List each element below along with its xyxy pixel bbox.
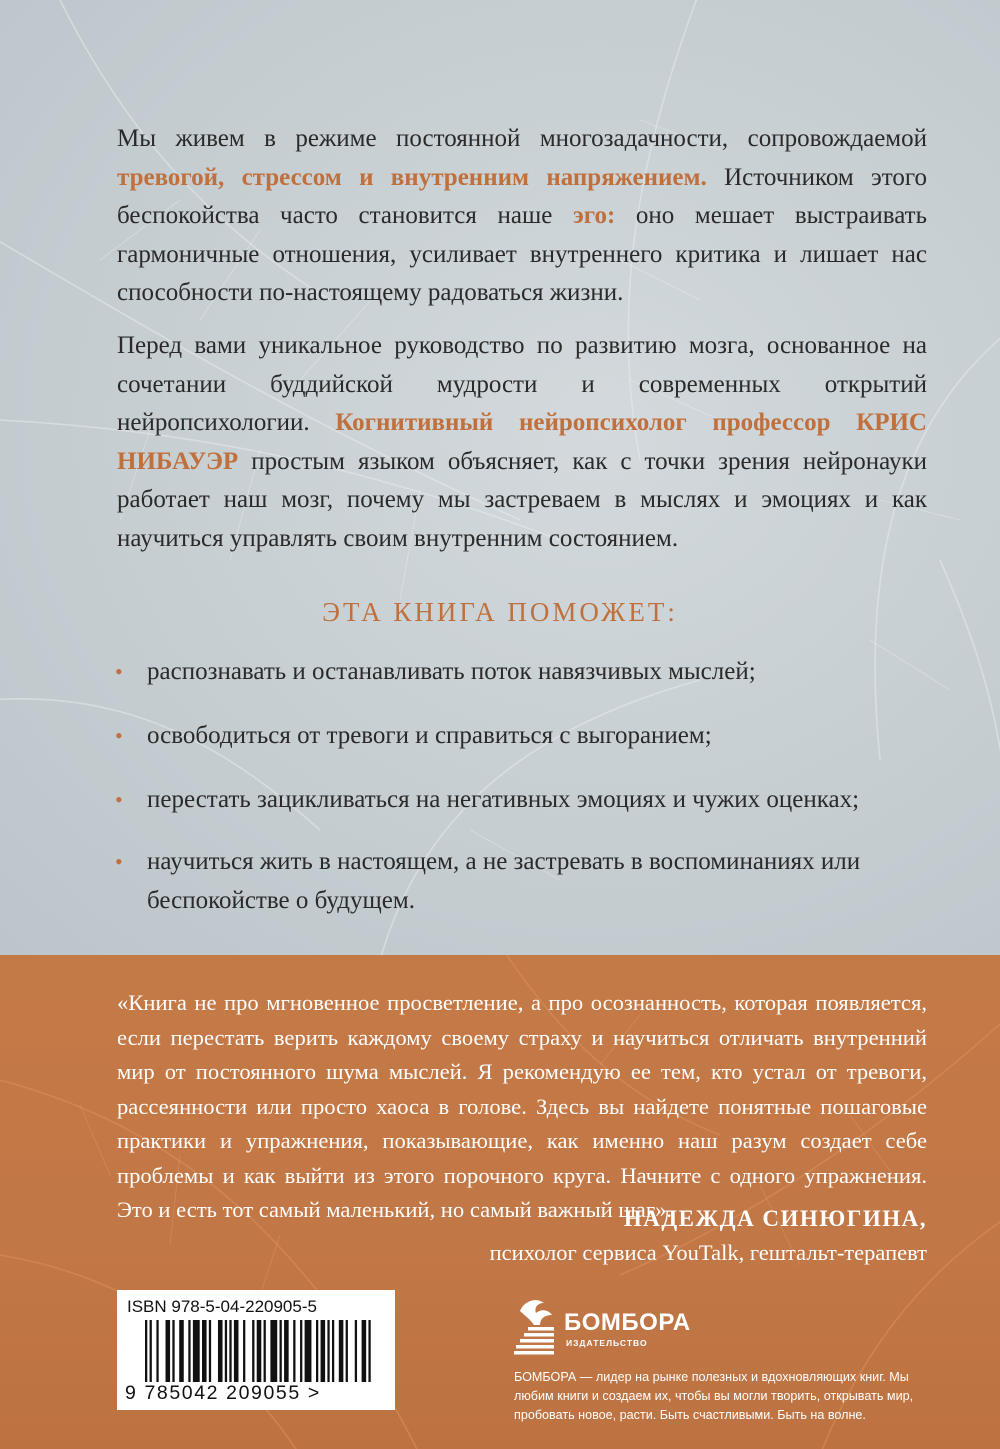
review-author: НАДЕЖДА СИНЮГИНА, bbox=[623, 1206, 927, 1231]
benefit-text: распознавать и останавливать поток навязчивых мыслей; bbox=[147, 658, 756, 685]
review-author-role: психолог сервиса YouTalk, гештальт-терапевт bbox=[489, 1240, 927, 1265]
helps-heading: ЭТА КНИГА ПОМОЖЕТ: bbox=[322, 597, 678, 627]
intro-paragraph-1 bbox=[117, 120, 927, 313]
intro-text: простым языком объясняет, как с точки зрения нейронауки работает наш мозг, почему мы застреваем в мыслях и эмоциях и как научиться управлять своим внутренним состоянием. bbox=[117, 447, 927, 552]
publisher-logo bbox=[514, 1297, 714, 1363]
isbn-label: ISBN 978-5-04-220905-5 bbox=[127, 1297, 317, 1316]
intro-paragraph-2 bbox=[117, 327, 927, 558]
benefit-text: перестать зацикливаться на негативных эмоциях и чужих оценках; bbox=[147, 786, 860, 813]
barcode-digits: 9 785042 209055 > bbox=[125, 1382, 321, 1404]
intro-text: Мы живем в режиме постоянной многозадачности, сопровождаемой bbox=[117, 125, 927, 152]
bullet-dot-icon: • bbox=[115, 659, 123, 684]
intro-highlight-ego: эго: bbox=[572, 202, 616, 229]
intro-text: Перед вами уникальное руководство по развитию мозга, основанное на сочетании буддийской мудрости и современных открытий нейропсихологии. bbox=[117, 332, 927, 436]
review-quote: «Книга не про мгновенное просветление, а про осознанность, которая появляется, если перестать верить каждому своему страху и научиться отличать внутренний мир от постоянного шума мыслей. Я рекомендую ее тем, кто устал от тревоги, рассеянности или просто хаоса в голове. Здесь вы найдете понятные пошаговые практики и упражнения, показывающие, как именно наш разум создает себе проблемы и как выйти из этого порочного круга. Начните с одного упражнения. Это и есть тот самый маленький, но самый важный шаг». bbox=[117, 990, 927, 1222]
barcode-icon bbox=[145, 1320, 373, 1382]
intro-text: Источником этого беспокойства часто становится наше bbox=[117, 163, 927, 229]
bullet-dot-icon: • bbox=[115, 849, 123, 874]
publisher-name: БОМБОРА bbox=[564, 1309, 691, 1336]
publisher-subtitle: ИЗДАТЕЛЬСТВО bbox=[566, 1338, 648, 1348]
benefit-text: научиться жить в настоящем, а не застревать в воспоминаниях или беспокойстве о будущем. bbox=[147, 848, 861, 914]
intro-text: оно мешает выстраивать гармоничные отношения, усиливает внутреннего критика и лишает нас способности по-настоящему радоваться жизни. bbox=[117, 202, 927, 306]
bullet-dot-icon: • bbox=[115, 723, 123, 748]
bombora-wave-icon bbox=[514, 1297, 560, 1359]
intro-highlight-anxiety: тревогой, стрессом и внутренним напряжением. bbox=[117, 163, 707, 191]
bullet-dot-icon: • bbox=[115, 787, 123, 812]
isbn-barcode-block bbox=[117, 1290, 395, 1410]
benefit-text: освободиться от тревоги и справиться с выгоранием; bbox=[147, 722, 712, 749]
author-credit-highlight: Когнитивный нейропсихолог профессор КРИС НИБАУЭР bbox=[117, 409, 927, 475]
publisher-blurb: БОМБОРА — лидер на рынке полезных и вдохновляющих книг. Мы любим книги и создаем их, чтобы вы могли творить, открывать мир, пробовать новое, расти. Быть счастливыми. Быть на волне. bbox=[514, 1370, 914, 1422]
